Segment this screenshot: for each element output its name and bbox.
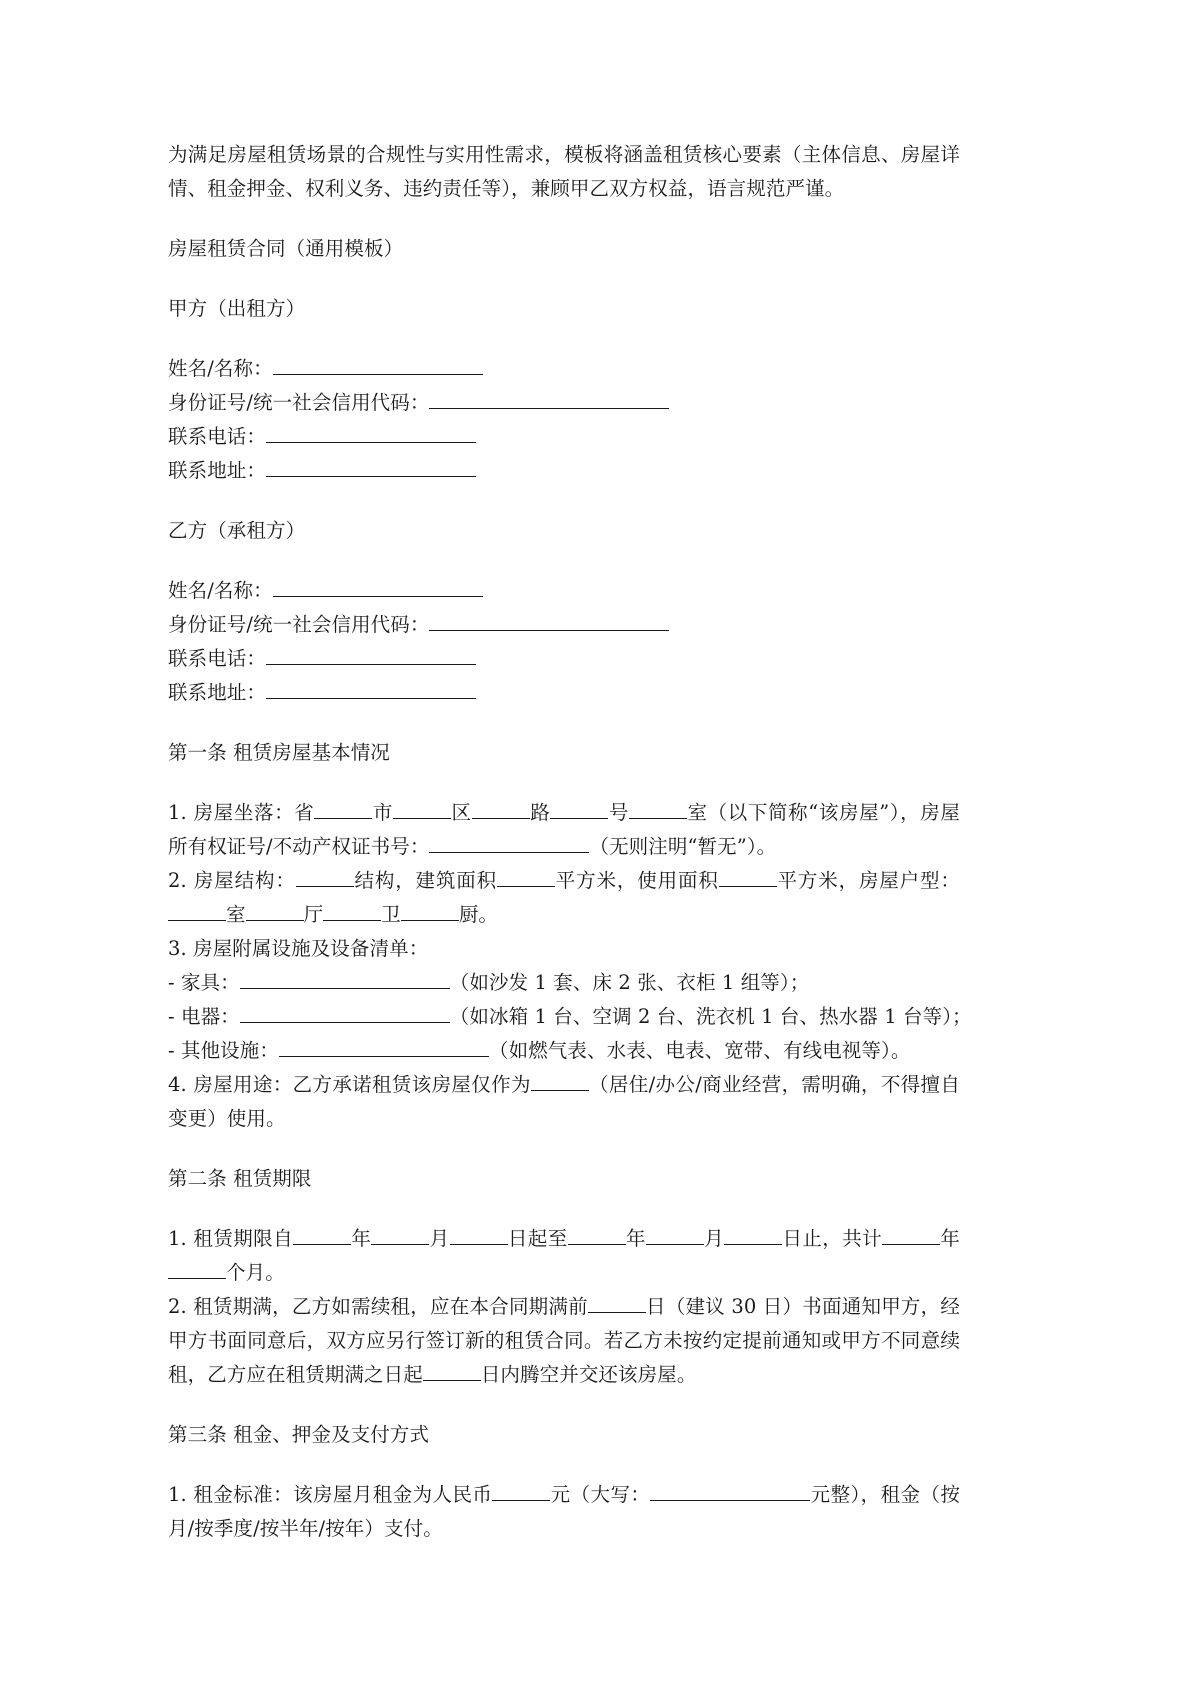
party-b-name-blank[interactable] (273, 576, 483, 597)
a1-i1-road-blank[interactable] (550, 798, 608, 819)
party-a-phone-field (168, 420, 960, 454)
a1-i1-p2: 市 (372, 801, 394, 824)
a1-i2-halls-blank[interactable] (246, 900, 304, 921)
a1-i2-usearea-blank[interactable] (719, 866, 777, 887)
article-2-heading: 第二条 租赁期限 (168, 1167, 312, 1190)
article-1-heading: 第一条 租赁房屋基本情况 (168, 741, 390, 764)
article-1-item-1 (168, 796, 960, 864)
furniture-blank[interactable] (240, 968, 450, 989)
party-b-heading: 乙方（承租方） (168, 519, 306, 542)
a1-i2-p4: 平方米，房屋户型： (776, 869, 961, 892)
a3-i1-p3: 元整），租金（按月/按季度/按半年/按年）支付。 (168, 1483, 960, 1540)
party-b-address-blank[interactable] (266, 678, 476, 699)
a1-i1-province-blank[interactable] (314, 798, 372, 819)
party-b-id-blank[interactable] (429, 610, 669, 631)
a1-i1-p8: （无则注明“暂无”）。 (589, 835, 777, 858)
a2-i1-p6: 月 (703, 1227, 725, 1250)
a1-i2-p5: 室 (226, 903, 246, 926)
party-b-fields (168, 574, 960, 710)
article-1-other-facility-row (168, 1034, 960, 1068)
a3-i1-rent-amount-blank[interactable] (492, 1480, 550, 1501)
party-a-phone-label: 联系电话： (168, 425, 267, 448)
party-b-address-field (168, 676, 960, 710)
article-1-items (168, 796, 972, 1136)
a3-i1-p2: 元（大写： (550, 1483, 651, 1506)
article-3-item-1 (168, 1478, 960, 1546)
a1-i2-structure-blank[interactable] (296, 866, 354, 887)
a1-i1-p4: 路 (529, 801, 551, 824)
appliance-blank[interactable] (240, 1002, 450, 1023)
a1-i1-p3: 区 (451, 801, 472, 824)
a1-i2-p7: 卫 (381, 903, 401, 926)
a2-i2-p3: 日内腾空并交还该房屋。 (480, 1363, 697, 1386)
article-1-appliance-row (168, 1000, 972, 1034)
a2-i1-start-day-blank[interactable] (450, 1224, 508, 1245)
a1-i1-district-blank[interactable] (472, 798, 530, 819)
a1-i4-p1: 4. 房屋用途：乙方承诺租赁该房屋仅作为 (168, 1073, 531, 1096)
document-title: 房屋租赁合同（通用模板） (168, 237, 404, 260)
a1-i2-p2: 结构，建筑面积 (353, 869, 498, 892)
document-body (168, 138, 972, 1572)
party-a-fields (168, 352, 960, 488)
a1-i1-number-blank[interactable] (629, 798, 687, 819)
a1-i1-city-blank[interactable] (393, 798, 451, 819)
a1-i4-usage-blank[interactable] (531, 1070, 589, 1091)
a2-i1-p8: 年 (940, 1227, 960, 1250)
party-a-id-label: 身份证号/统一社会信用代码： (168, 391, 430, 414)
party-a-phone-blank[interactable] (266, 422, 476, 443)
a2-i2-vacate-days-blank[interactable] (423, 1360, 481, 1381)
a2-i1-start-year-blank[interactable] (293, 1224, 351, 1245)
a1-i2-p8: 厨。 (458, 903, 499, 926)
a2-i1-end-day-blank[interactable] (724, 1224, 782, 1245)
party-b-phone-label: 联系电话： (168, 647, 267, 670)
party-a-heading: 甲方（出租方） (168, 297, 306, 320)
a3-i1-rent-words-blank[interactable] (650, 1480, 810, 1501)
party-b-name-field (168, 574, 960, 608)
a2-i1-end-month-blank[interactable] (646, 1224, 704, 1245)
a1-i1-p7: 房屋所有权证号/不动产权证书号： (168, 801, 961, 858)
article-2-item-1 (168, 1222, 960, 1290)
party-b-phone-blank[interactable] (266, 644, 476, 665)
other-facility-note: （如燃气表、水表、电表、宽带、有线电视等）。 (489, 1039, 911, 1062)
party-a-address-blank[interactable] (266, 456, 476, 477)
a1-i1-p5: 号 (608, 801, 629, 824)
a1-i4-p2: （居住/办公/商业经营，需明确，不得擅自变更）使用。 (168, 1073, 960, 1130)
a1-i2-p3: 平方米，使用面积 (555, 869, 719, 892)
article-2-items (168, 1222, 960, 1392)
a1-i2-p6: 厅 (303, 903, 324, 926)
article-1-item-4 (168, 1068, 960, 1136)
party-b-id-label: 身份证号/统一社会信用代码： (168, 613, 430, 636)
a2-i1-p3: 月 (429, 1227, 450, 1250)
party-a-name-blank[interactable] (273, 354, 483, 375)
party-b-phone-field (168, 642, 960, 676)
intro-paragraph: 为满足房屋租赁场景的合规性与实用性需求，模板将涵盖租赁核心要素（主体信息、房屋详情、租金押金、权利义务、违约责任等），兼顾甲乙双方权益，语言规范严谨。 (168, 143, 960, 200)
a1-i1-p1: 1. 房屋坐落：省 (168, 801, 315, 824)
a2-i2-notice-days-blank[interactable] (588, 1292, 646, 1313)
appliance-label: - 电器： (168, 1005, 240, 1028)
a2-i1-start-month-blank[interactable] (371, 1224, 429, 1245)
a2-i1-end-year-blank[interactable] (568, 1224, 626, 1245)
article-2-item-2 (168, 1290, 960, 1392)
article-1-item-2 (168, 864, 960, 932)
party-a-id-field (168, 386, 960, 420)
a2-i1-total-years-blank[interactable] (882, 1224, 940, 1245)
a1-i2-rooms-blank[interactable] (168, 900, 226, 921)
a3-i1-p1: 1. 租金标准：该房屋月租金为人民币 (168, 1483, 493, 1506)
a2-i1-p7: 日止，共计 (782, 1227, 883, 1250)
article-3-items (168, 1478, 960, 1546)
a1-i1-p6: 室（以下简称“该房屋”）， (686, 801, 921, 824)
a1-i1-cert-blank[interactable] (429, 832, 589, 853)
party-a-id-blank[interactable] (429, 388, 669, 409)
a1-i2-p1: 2. 房屋结构： (168, 869, 296, 892)
a2-i1-p5: 年 (625, 1227, 646, 1250)
furniture-note: （如沙发 1 套、床 2 张、衣柜 1 组等）； (449, 971, 810, 994)
appliance-note: （如冰箱 1 台、空调 2 台、洗衣机 1 台、热水器 1 台等）； (449, 1005, 972, 1028)
party-a-name-label: 姓名/名称： (168, 357, 273, 380)
party-b-name-label: 姓名/名称： (168, 579, 273, 602)
a1-i2-baths-blank[interactable] (323, 900, 381, 921)
a2-i1-p2: 年 (351, 1227, 372, 1250)
other-facility-label: - 其他设施： (168, 1039, 279, 1062)
party-a-address-field (168, 454, 960, 488)
a1-i2-buildarea-blank[interactable] (497, 866, 555, 887)
article-1-furniture-row (168, 966, 960, 1000)
article-1-item-3-title: 3. 房屋附属设施及设备清单： (168, 937, 429, 960)
party-b-address-label: 联系地址： (168, 681, 267, 704)
party-b-id-field (168, 608, 960, 642)
other-facility-blank[interactable] (279, 1036, 489, 1057)
article-3-heading: 第三条 租金、押金及支付方式 (168, 1423, 430, 1446)
a2-i1-p1: 1. 租赁期限自 (168, 1227, 294, 1250)
furniture-label: - 家具： (168, 971, 240, 994)
party-a-name-field (168, 352, 960, 386)
a2-i2-p1: 2. 租赁期满，乙方如需续租，应在本合同期满前 (168, 1295, 588, 1318)
a2-i1-p9: 个月。 (226, 1261, 285, 1284)
a1-i2-kitchens-blank[interactable] (401, 900, 459, 921)
a2-i2-p2: 日（建议 30 日）书面通知甲方，经甲方书面同意后，双方应另行签订新的租赁合同。若乙方未按约定提前通知或甲方不同意续租，乙方应在租赁期满之日起 (168, 1295, 960, 1386)
a2-i1-total-months-blank[interactable] (168, 1258, 226, 1279)
party-a-address-label: 联系地址： (168, 459, 267, 482)
a2-i1-p4: 日起至 (507, 1227, 568, 1250)
